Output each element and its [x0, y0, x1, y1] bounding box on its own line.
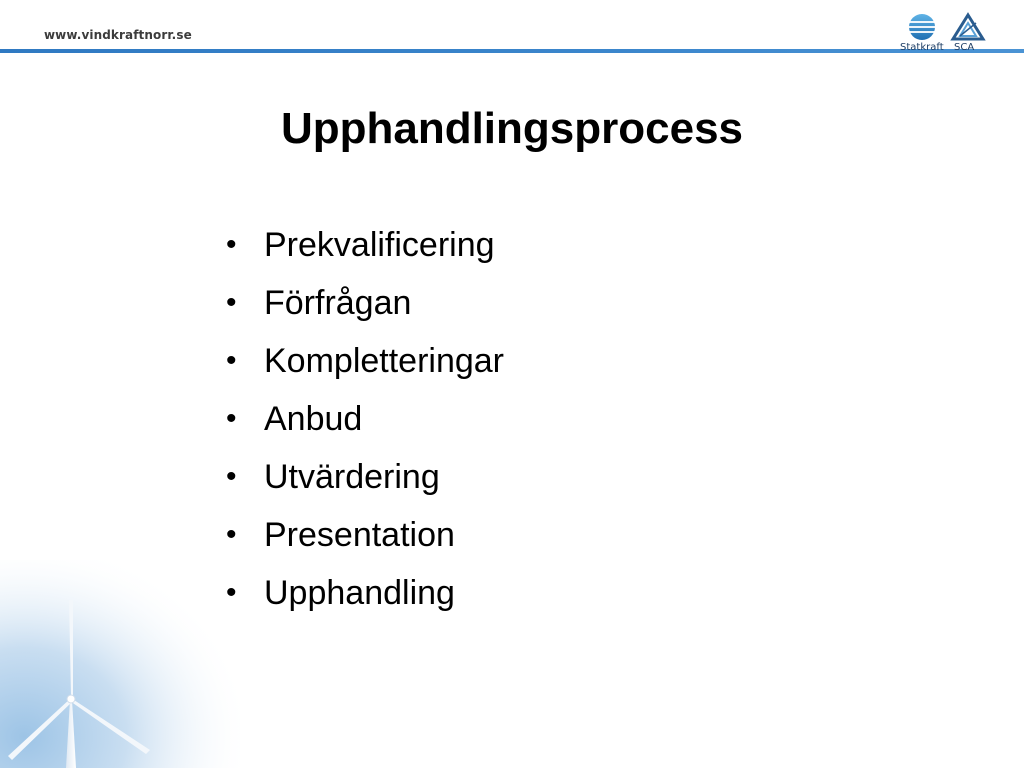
bullet-text: Prekvalificering	[264, 226, 495, 264]
bullet-dot: •	[226, 402, 237, 435]
logo-group	[896, 12, 996, 56]
statkraft-logo-icon	[896, 12, 948, 56]
header-line	[0, 49, 1024, 53]
bullet-item	[224, 280, 504, 338]
bullet-text: Upphandling	[264, 574, 455, 612]
bullet-item	[224, 570, 504, 628]
bullet-item	[224, 396, 504, 454]
bullet-item	[224, 512, 504, 570]
bullet-dot: •	[226, 460, 237, 493]
bullet-text: Förfrågan	[264, 284, 412, 322]
website-url: www.vindkraftnorr.se	[44, 28, 192, 42]
bullet-list	[224, 222, 504, 628]
bullet-dot: •	[226, 518, 237, 551]
sca-logo-icon	[950, 12, 986, 56]
bullet-dot: •	[226, 286, 237, 319]
bullet-text: Anbud	[264, 400, 363, 438]
bullet-text: Kompletteringar	[264, 342, 505, 380]
statkraft-logo-label: Statkraft	[900, 42, 944, 53]
bullet-item	[224, 454, 504, 512]
wind-turbine-icon	[0, 560, 240, 768]
bullet-text: Utvärdering	[264, 458, 440, 496]
bullet-dot: •	[226, 344, 237, 377]
slide-title: Upphandlingsprocess	[280, 104, 744, 153]
bullet-item	[224, 222, 504, 280]
bullet-item	[224, 338, 504, 396]
bullet-dot: •	[226, 228, 237, 261]
bullet-text: Presentation	[264, 516, 455, 554]
sca-logo-label: SCA	[954, 42, 975, 53]
